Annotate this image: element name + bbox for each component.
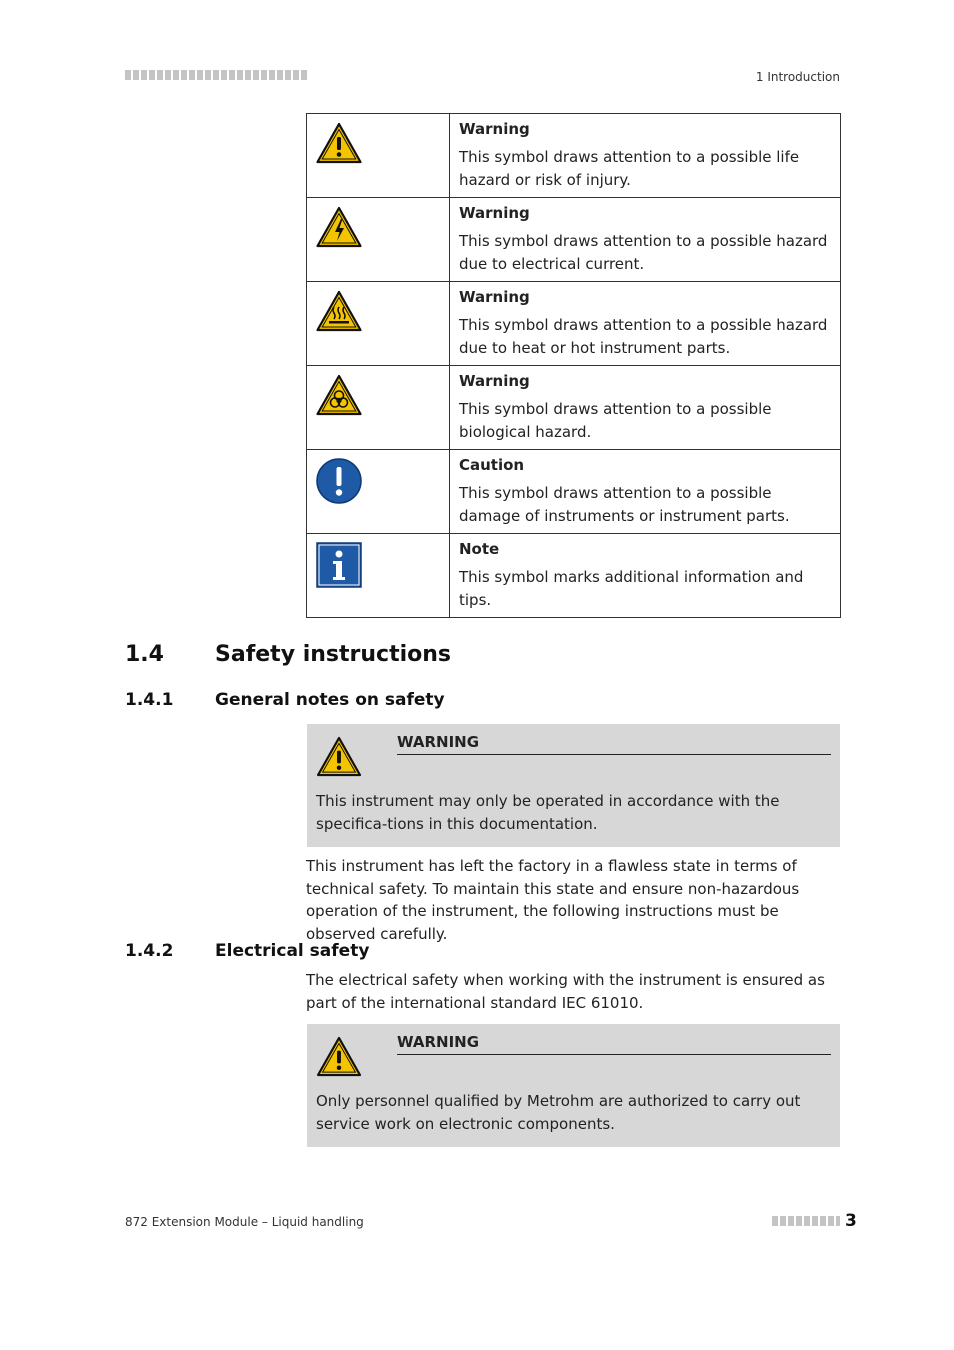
symbol-row	[307, 534, 841, 618]
warning-text: Only personnel qualified by Metrohm are authorized to carry out service work on electronic components.	[316, 1092, 801, 1133]
warning-box-operation	[307, 724, 840, 847]
symbol-description: This symbol draws attention to a possible biological hazard.	[459, 400, 772, 441]
general-safety-paragraph: This instrument has left the factory in a flawless state in terms of technical safety. To maintain this state and ensure non-hazardous operation of the instrument, the following instructions must be observed carefully.	[306, 857, 800, 943]
warning-heat-icon	[316, 290, 362, 332]
warning-biohazard-icon	[316, 374, 362, 416]
symbol-row	[307, 366, 841, 450]
section-heading	[125, 642, 451, 667]
warning-text: This instrument may only be operated in accordance with the specifica-tions in this documentation.	[316, 792, 780, 833]
symbol-row	[307, 282, 841, 366]
symbol-description: This symbol draws attention to a possible damage of instruments or instrument parts.	[459, 484, 790, 525]
warning-general-icon	[316, 736, 362, 777]
warning-title: WARNING	[397, 733, 831, 755]
symbol-row	[307, 450, 841, 534]
warning-title: WARNING	[397, 1033, 831, 1055]
symbol-description: This symbol draws attention to a possible hazard due to electrical current.	[459, 232, 828, 273]
subsection-heading-electrical-safety	[125, 941, 369, 961]
subsection-number: 1.4.1	[125, 690, 174, 710]
symbol-title: Warning	[459, 288, 530, 306]
symbol-title: Warning	[459, 372, 530, 390]
symbol-table	[306, 113, 841, 618]
symbol-title: Note	[459, 540, 500, 558]
subsection-heading-general-notes	[125, 690, 445, 710]
caution-icon	[316, 458, 362, 504]
symbol-title: Warning	[459, 120, 530, 138]
footer-title: 872 Extension Module – Liquid handling	[125, 1215, 364, 1229]
symbol-description: This symbol draws attention to a possible life hazard or risk of injury.	[459, 148, 800, 189]
subsection-title: Electrical safety	[215, 941, 370, 961]
warning-general-icon	[316, 122, 362, 164]
symbol-row	[307, 198, 841, 282]
warning-general-icon	[316, 1036, 362, 1077]
header-decoration	[125, 70, 308, 80]
warning-electrical-icon	[316, 206, 362, 248]
subsection-number: 1.4.2	[125, 941, 174, 961]
subsection-title: General notes on safety	[215, 690, 445, 710]
warning-box-service	[307, 1024, 840, 1147]
symbol-row	[307, 114, 841, 198]
section-number: 1.4	[125, 642, 164, 667]
header-chapter: 1 Introduction	[755, 70, 840, 84]
section-title: Safety instructions	[215, 642, 451, 667]
symbol-title: Warning	[459, 204, 530, 222]
electrical-safety-paragraph: The electrical safety when working with the instrument is ensured as part of the international standard IEC 61010.	[306, 971, 825, 1012]
page-number: 3	[845, 1211, 857, 1231]
footer-decoration	[772, 1216, 840, 1226]
symbol-description: This symbol draws attention to a possible hazard due to heat or hot instrument parts.	[459, 316, 828, 357]
symbol-description: This symbol marks additional information and tips.	[459, 568, 804, 609]
info-note-icon	[316, 542, 362, 588]
symbol-title: Caution	[459, 456, 525, 474]
